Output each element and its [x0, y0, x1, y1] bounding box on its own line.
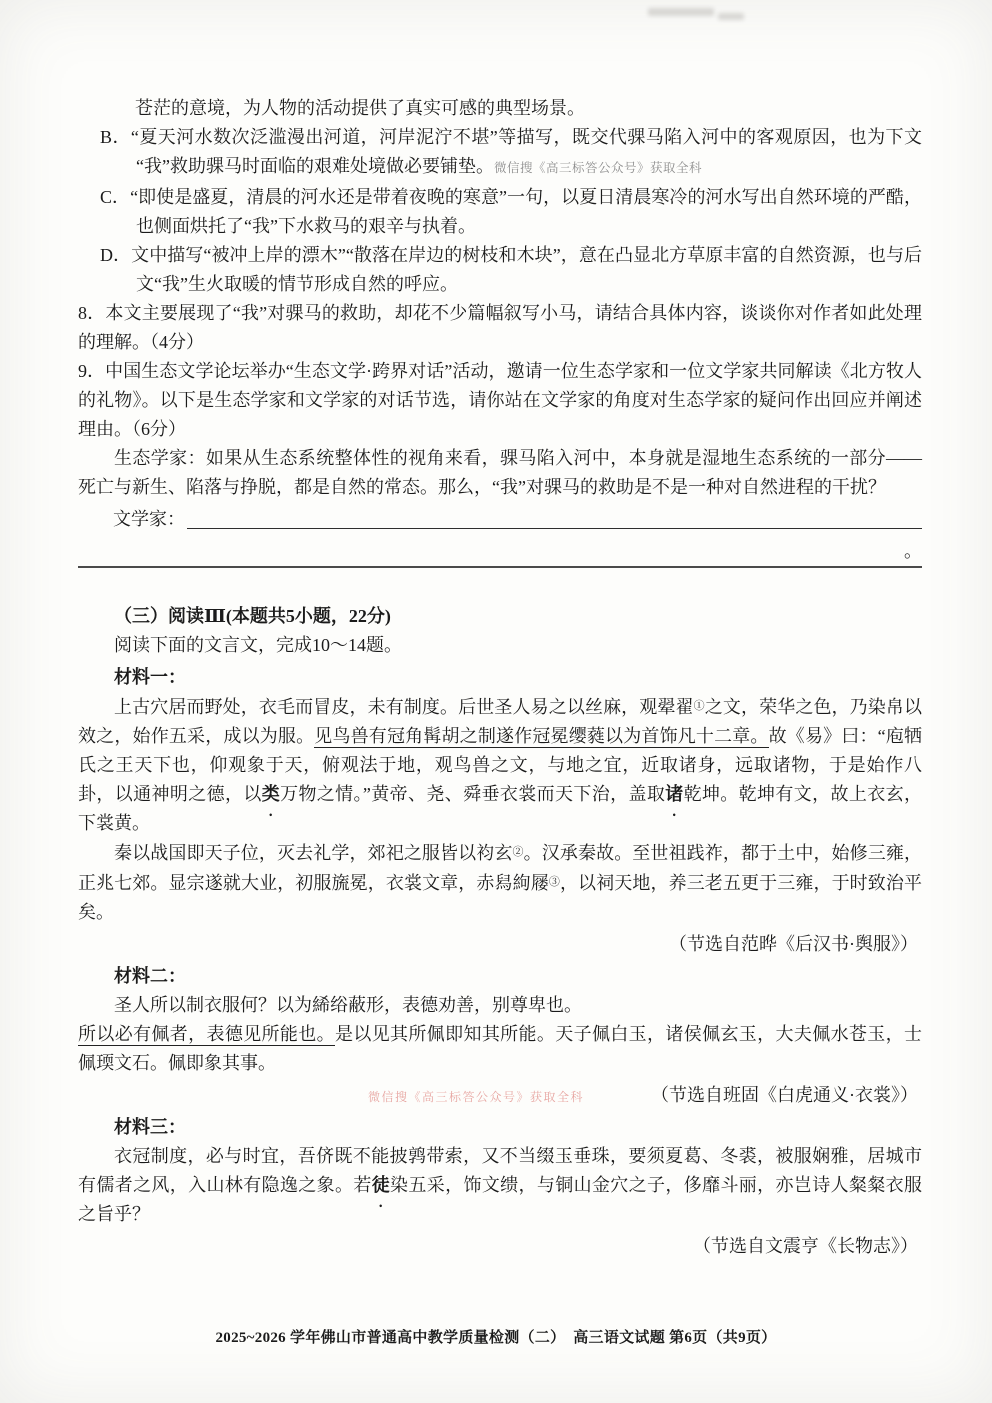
m1p1-s5: 乾坤。乾坤有文，故上衣玄，下裳黄。	[78, 784, 923, 833]
emphasized-char-tu: 徒	[371, 1175, 390, 1195]
answer-end-period: 。	[904, 541, 922, 561]
m1p1-s4: 万物之情。”黄帝、尧、舜垂衣裳而天下治，盖取	[279, 784, 666, 804]
material-3-paragraph-1	[78, 1142, 922, 1229]
gray-watermark-text: 微信搜《高三标答公众号》获取全科	[493, 161, 702, 175]
ecologist-speech: 生态学家：如果从生态系统整体性的视角来看，骒马陷入河中，本身就是湿地生态系统的一部分——死亡与新生、陷落与挣脱，都是自然的常态。那么，“我”对骒马的救助是不是一种对自然进程的干扰？	[78, 448, 922, 497]
option-b-text: “夏天河水数次泛滥漫出河道，河岸泥泞不堪”等描写，既交代骒马陷入河中的客观原因，也为下文“我”救助骒马时面临的艰难处境做必要铺垫。	[130, 127, 922, 176]
note-marker-3: ③	[548, 876, 560, 888]
material-2-source: （节选自班固《白虎通义·衣裳》）	[651, 1085, 918, 1105]
question-9: 9．中国生态文学论坛举办“生态文学·跨界对话”活动，邀请一位生态学家和一位文学家共同解读《北方牧人的礼物》。以下是生态学家和文学家的对话节选，请你站在文学家的角度对生态学家的疑问作出回应并阐述理由。（6分）	[78, 361, 922, 439]
section-heading	[78, 602, 922, 631]
material-2-paragraph-2	[78, 1020, 922, 1078]
m3p1-s2: 染五采，饰文缋，与铜山金穴之子，侈靡斗丽，亦岂诗人粲粲衣服之旨乎？	[78, 1175, 922, 1224]
m1p1-s3: 故《易》曰：“庖牺氏之王天下也，仰观象于天，俯观法于地，观鸟兽之文，与地之宜，近取诸身，远取诸物，于是始作八卦，以通神明之德，以	[78, 726, 923, 804]
material-1-paragraph-2	[78, 838, 922, 927]
option-b	[100, 123, 922, 183]
scan-artifact	[718, 13, 744, 20]
writer-answer-line-2	[78, 534, 922, 568]
material-1-source: （节选自范晔《后汉书·舆服》）	[669, 934, 918, 954]
m2p2-s1: 是以见其所佩即知其所能。天子佩白玉，诸侯佩玄玉，大夫佩水苍玉，士佩瑌文石。佩即象其事。	[78, 1024, 923, 1073]
answer-blank-rule	[187, 505, 922, 529]
material-1-label: 材料一：	[114, 667, 186, 687]
option-b-label: B．	[100, 127, 131, 147]
m1p1-s1: 上古穴居而野处，衣毛而冒皮，未有制度。后世圣人易之以丝麻，观翚翟	[114, 697, 694, 717]
writer-label: 文学家：	[113, 509, 185, 529]
note-marker-2: ②	[512, 846, 524, 858]
writer-answer-line-1	[78, 505, 922, 534]
emphasized-char-zhu: 诸	[665, 784, 684, 804]
red-watermark-text: 微信搜《高三标答公众号》获取全科	[368, 1090, 585, 1104]
option-c-label: C．	[100, 187, 131, 207]
m1p2-s1: 秦以战国即天子位，灭去礼学，郊祀之服皆以袀玄	[114, 843, 513, 863]
classical-intro: 阅读下面的文言文，完成10～14题。	[114, 635, 402, 655]
section-meta: (本题共5小题，22分)	[225, 606, 391, 626]
emphasized-char-lei: 类	[261, 784, 280, 804]
option-d-label: D．	[100, 245, 132, 265]
scan-artifact	[648, 8, 714, 16]
option-a-tail-text: 苍茫的意境，为人物的活动提供了真实可感的典型场景。	[135, 98, 585, 118]
material-1-paragraph-1	[78, 692, 922, 838]
section-gap	[78, 568, 922, 602]
option-c-text: “即使是盛夏，清晨的河水还是带着夜晚的寒意”一句，以夏日清晨寒冷的河水写出自然环境的严酷，也侧面烘托了“我”下水救马的艰辛与执着。	[130, 187, 922, 236]
page-footer: 2025~2026 学年佛山市普通高中教学质量检测（二） 高三语文试题 第6页（共9页）	[215, 1330, 777, 1346]
material-3-label: 材料三：	[114, 1117, 186, 1137]
m1p2-s3: ，以祠天地，养三老五更于三雍，于时致治平矣。	[78, 873, 923, 922]
question-8: 8．本文主要展现了“我”对骒马的救助，却花不少篇幅叙写小马，请结合具体内容，谈谈你对作者如此处理的理解。（4分）	[78, 303, 922, 352]
section-title: （三）阅读Ⅲ	[114, 606, 226, 626]
m3p1-s1: 衣冠制度，必与时宜，吾侪既不能披鹑带索，又不当缀玉垂珠，要须夏葛、冬裘，被服娴雅，居城市有儒者之风，入山林有隐逸之象。若	[78, 1146, 922, 1195]
material-3-source: （节选自文震亨《长物志》）	[693, 1236, 918, 1256]
punctuation-task-sentence: 见鸟兽有冠角髯胡之制遂作冠冕缨蕤以为首饰凡十二章。	[314, 726, 769, 746]
material-2-label: 材料二：	[114, 966, 186, 986]
translation-task-sentence: 所以必有佩者，表德见所能也。	[78, 1024, 335, 1044]
m1p2-s2: 。汉承秦故。至世祖践祚，都于土中，始修三雍，正兆七郊。显宗遂就大业，初服旒冕，衣裳文章，赤舄絇屦	[78, 843, 923, 893]
option-d-text: 文中描写“被冲上岸的漂木”“散落在岸边的树枝和木块”，意在凸显北方草原丰富的自然资源，也与后文“我”生火取暖的情节形成自然的呼应。	[131, 245, 923, 294]
material-2-paragraph-1: 圣人所以制衣服何？以为絺绤蔽形，表德劝善，别尊卑也。	[114, 995, 582, 1015]
note-marker-1: ①	[693, 700, 705, 712]
option-c	[100, 183, 922, 241]
m1p1-s2: 之文，荣华之色，乃染帛以效之，始作五采，成以为服。	[78, 697, 923, 746]
option-d	[100, 241, 922, 299]
